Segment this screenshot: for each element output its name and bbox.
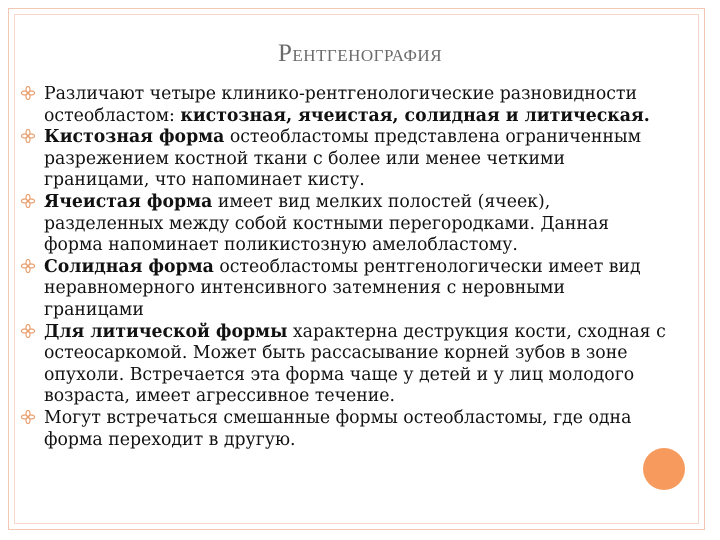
bullet-text: остеобластомы представлена ограниченным разрежением костной ткани с более или менее четкими границами, что напоминает кисту. — [44, 127, 642, 191]
four-petal-bullet-icon — [21, 86, 35, 100]
bullet-bold-text: Ячеистая форма — [44, 191, 213, 212]
decorative-circle — [643, 448, 685, 490]
four-petal-bullet-icon — [21, 324, 35, 338]
title-initial: Р — [277, 40, 293, 67]
four-petal-bullet-icon — [21, 129, 35, 143]
bullet-item — [18, 127, 668, 192]
bullet-item — [18, 192, 668, 257]
bullet-item — [18, 408, 668, 451]
bullet-item — [18, 257, 668, 322]
bullet-bold-text: Для литической формы — [44, 321, 288, 342]
bullet-text: имеет вид мелких полостей (ячеек), разделенных между собой костными перегородками. Данная форма напоминает поликистозную амелобластому. — [44, 191, 610, 256]
bullet-text: Могут встречаться смешанные формы остеобластомы, где одна форма переходит в другую. — [44, 407, 632, 450]
bullet-bold-text: Кистозная форма — [44, 127, 225, 148]
bullet-bold-text: кистозная, ячеистая, солидная и литическая. — [180, 105, 650, 126]
four-petal-bullet-icon — [21, 410, 35, 424]
bullet-item — [18, 322, 668, 408]
title-rest: ЕНТГЕНОГРАФИЯ — [292, 46, 443, 65]
bullet-bold-text: Солидная форма — [44, 256, 214, 277]
bullet-text: Различают четыре клинико-рентгенологические разновидности остеобластом: — [44, 84, 637, 126]
bullet-list — [18, 84, 668, 451]
bullet-text: остеобластомы рентгенологически имеет вид неравномерного интенсивного затемнения с неровными границами — [44, 256, 641, 320]
bullet-text: характерна деструкция кости, сходная с остеосаркомой. Может быть рассасывание корней зубов в зоне опухоли. Встречается эта форма чаще у детей и у лиц молодого возраста, имеет агрессивное течение. — [44, 321, 666, 407]
slide-title — [0, 40, 720, 68]
four-petal-bullet-icon — [21, 194, 35, 208]
bullet-item — [18, 84, 668, 127]
four-petal-bullet-icon — [21, 259, 35, 273]
